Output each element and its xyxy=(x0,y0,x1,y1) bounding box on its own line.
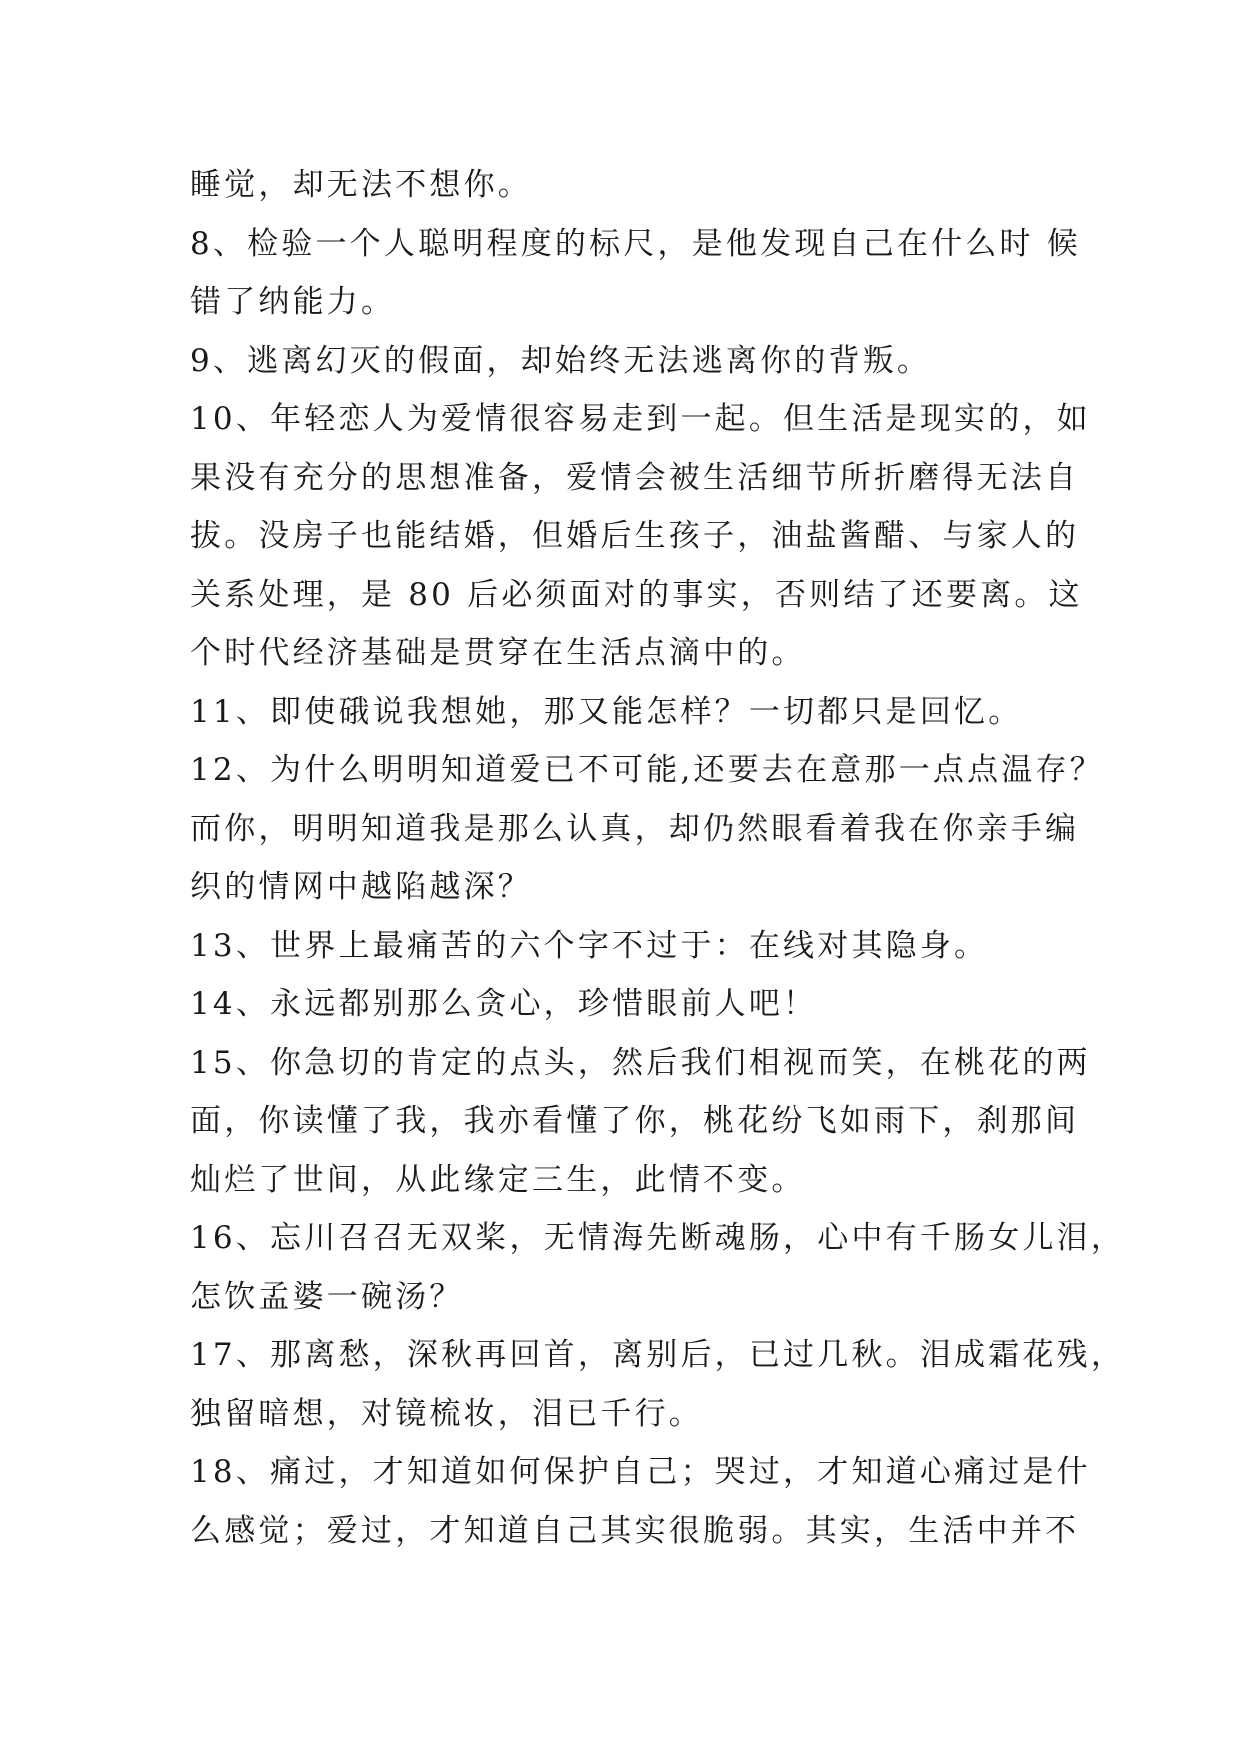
text-line: 个时代经济基础是贯穿在生活点滴中的。 xyxy=(190,635,806,671)
text-line: 16、忘川召召无双桨，无情海先断魂肠，心中有千肠女儿泪， xyxy=(190,1220,1126,1256)
text-line: 独留暗想，对镜梳妆，泪已千行。 xyxy=(190,1395,703,1432)
text-line: 13、世界上最痛苦的六个字不过于：在线对其隐身。 xyxy=(190,927,989,964)
text-line: 11、即使硪说我想她，那又能怎样？一切都只是回忆。 xyxy=(190,693,1023,730)
text-line: 么感觉；爱过，才知道自己其实很脆弱。其实，生活中并不 xyxy=(190,1512,1080,1549)
text-line: 灿烂了世间，从此缘定三生，此情不变。 xyxy=(190,1161,806,1198)
text-line: 9、逃离幻灭的假面，却始终无法逃离你的背叛。 xyxy=(190,342,932,379)
text-line: 14、永远都别那么贪心，珍惜眼前人吧！ xyxy=(190,986,818,1022)
text-line: 15、你急切的肯定的点头，然后我们相视而笑，在桃花的两 xyxy=(190,1044,1091,1081)
text-line: 织的情网中越陷越深？ xyxy=(190,869,532,905)
text-line: 10、年轻恋人为爱情很容易走到一起。但生活是现实的，如 xyxy=(190,401,1091,437)
text-line: 18、痛过，才知道如何保护自己；哭过，才知道心痛过是什 xyxy=(190,1454,1091,1490)
text-line: 17、那离愁，深秋再回首，离别后，已过几秋。泪成霜花残， xyxy=(190,1337,1126,1373)
text-line: 而你，明明知道我是那么认真，却仍然眼看着我在你亲手编 xyxy=(190,810,1080,847)
text-line: 拔。没房子也能结婚，但婚后生孩子，油盐酱醋、与家人的 xyxy=(190,518,1080,554)
text-line: 面，你读懂了我，我亦看懂了你，桃花纷飞如雨下，刹那间 xyxy=(190,1103,1080,1139)
text-line: 关系处理，是 80 后必须面对的事实，否则结了还要离。这 xyxy=(190,576,1083,613)
text-line: 果没有充分的思想准备，爱情会被生活细节所折磨得无法自 xyxy=(190,459,1080,496)
document-body xyxy=(190,156,1126,1560)
text-line: 怎饮孟婆一碗汤？ xyxy=(190,1278,464,1315)
text-line: 8、检验一个人聪明程度的标尺，是他发现自己在什么时 候 xyxy=(190,225,1081,262)
text-line: 错了纳能力。 xyxy=(190,284,396,320)
text-line: 12、为什么明明知道爱已不可能,还要去在意那一点点温存？ xyxy=(190,752,1104,788)
text-line: 睡觉，却无法不想你。 xyxy=(190,167,532,203)
